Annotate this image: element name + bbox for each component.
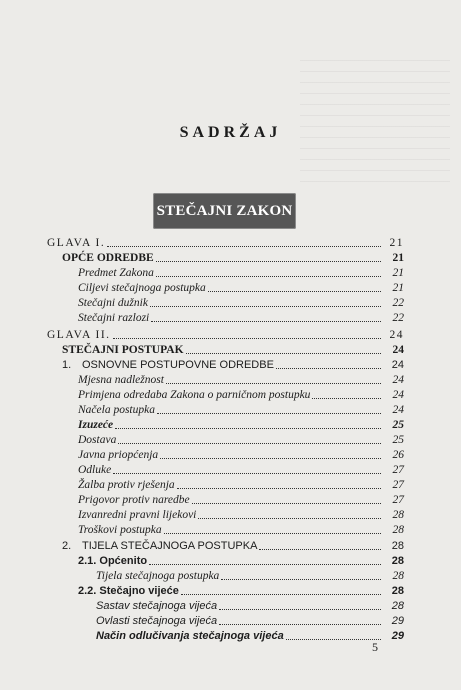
toc-title: 2.1. Općenito — [78, 555, 148, 567]
toc-row — [96, 627, 404, 643]
toc-page: 24 — [392, 404, 404, 416]
toc-title: Troškovi postupka — [78, 524, 162, 536]
toc-row — [78, 476, 404, 492]
toc-title: Sastav stečajnoga vijeća — [96, 600, 218, 612]
toc-row — [78, 294, 404, 310]
toc-page: 25 — [392, 419, 404, 431]
toc-row — [78, 446, 404, 462]
toc-page: 28 — [391, 600, 404, 612]
toc-row — [62, 341, 404, 357]
toc-row — [78, 521, 404, 537]
toc-title: Stečajni dužnik — [78, 297, 148, 309]
toc-row — [62, 249, 404, 265]
toc-title: Javna priopćenja — [78, 449, 159, 461]
page-number: 5 — [372, 640, 378, 654]
toc-page: 25 — [392, 434, 404, 446]
toc-title: GLAVA I. — [47, 237, 106, 249]
toc-title: Prigovor protiv naredbe — [78, 494, 190, 506]
toc-page: 28 — [391, 540, 404, 552]
toc-title: OSNOVNE POSTUPOVNE ODREDBE — [82, 359, 274, 371]
toc-row — [78, 491, 404, 507]
toc-row — [78, 309, 404, 325]
toc-page: 27 — [392, 464, 404, 476]
toc-title: Primjena odredaba Zakona o parničnom postupku — [78, 389, 311, 401]
toc-page: 28 — [392, 570, 404, 582]
toc-row — [78, 401, 404, 417]
toc-title: GLAVA II. — [47, 329, 111, 341]
toc-page: 27 — [392, 479, 404, 491]
toc-row — [78, 386, 404, 402]
toc-title: Stečajni razlozi — [78, 312, 150, 324]
toc-title: Ciljevi stečajnoga postupka — [78, 282, 206, 294]
toc-row — [78, 552, 404, 568]
toc-page: 29 — [391, 630, 404, 642]
toc-page: 24 — [389, 329, 404, 341]
toc-row — [62, 356, 404, 372]
toc-row — [78, 582, 404, 598]
toc-page: 21 — [392, 267, 404, 279]
toc-page: 28 — [391, 585, 404, 597]
toc-title: Tijela stečajnoga postupka — [96, 570, 220, 582]
toc-page: 26 — [392, 449, 404, 461]
toc-row — [47, 326, 404, 342]
toc-page: 24 — [392, 344, 404, 356]
law-title-banner — [153, 193, 296, 229]
toc-page: 29 — [391, 615, 404, 627]
toc-title: Izvanredni pravni lijekovi — [78, 509, 197, 521]
toc-row — [78, 416, 404, 432]
toc-title: Izuzeće — [78, 419, 114, 431]
toc-row — [96, 567, 404, 583]
section-number: 1. — [62, 359, 72, 371]
toc-row — [47, 234, 404, 250]
toc-row — [62, 537, 404, 553]
toc-row — [78, 461, 404, 477]
toc-page: 27 — [392, 494, 404, 506]
toc-title: STEČAJNI POSTUPAK — [62, 344, 184, 356]
toc-page: 22 — [392, 312, 404, 324]
toc-row — [78, 279, 404, 295]
toc-row — [96, 612, 404, 628]
toc-title: Način odlučivanja stečajnoga vijeća — [96, 630, 284, 642]
toc-row — [78, 264, 404, 280]
toc-row — [78, 371, 404, 387]
toc-title: Ovlasti stečajnoga vijeća — [96, 615, 218, 627]
toc-title: Žalba protiv rješenja — [78, 479, 175, 491]
toc-page: 21 — [389, 237, 404, 249]
toc-title: 2.2. Stečajno vijeće — [78, 585, 179, 597]
toc-title: OPĆE ODREDBE — [62, 252, 154, 264]
toc-page: 21 — [392, 252, 404, 264]
toc-title: Mjesna nadležnost — [78, 374, 164, 386]
toc-title: Predmet Zakona — [78, 267, 154, 279]
toc-row — [78, 431, 404, 447]
toc-page: 28 — [392, 524, 404, 536]
toc-row — [78, 506, 404, 522]
toc-page: 28 — [392, 509, 404, 521]
toc-row — [96, 597, 404, 613]
toc-page: 24 — [391, 359, 404, 371]
contents-heading: SADRŽAJ — [179, 124, 282, 141]
toc-page: 22 — [392, 297, 404, 309]
toc-title: TIJELA STEČAJNOGA POSTUPKA — [82, 540, 258, 552]
toc-title: Odluke — [78, 464, 112, 476]
law-title: STEČAJNI ZAKON — [156, 203, 293, 219]
toc-title: Dostava — [78, 434, 117, 446]
toc-page: 28 — [391, 555, 404, 567]
toc-title: Načela postupka — [78, 404, 155, 416]
toc-page: 24 — [392, 374, 404, 386]
toc-page: 24 — [392, 389, 404, 401]
section-number: 2. — [62, 540, 72, 552]
toc-page: 21 — [392, 282, 404, 294]
